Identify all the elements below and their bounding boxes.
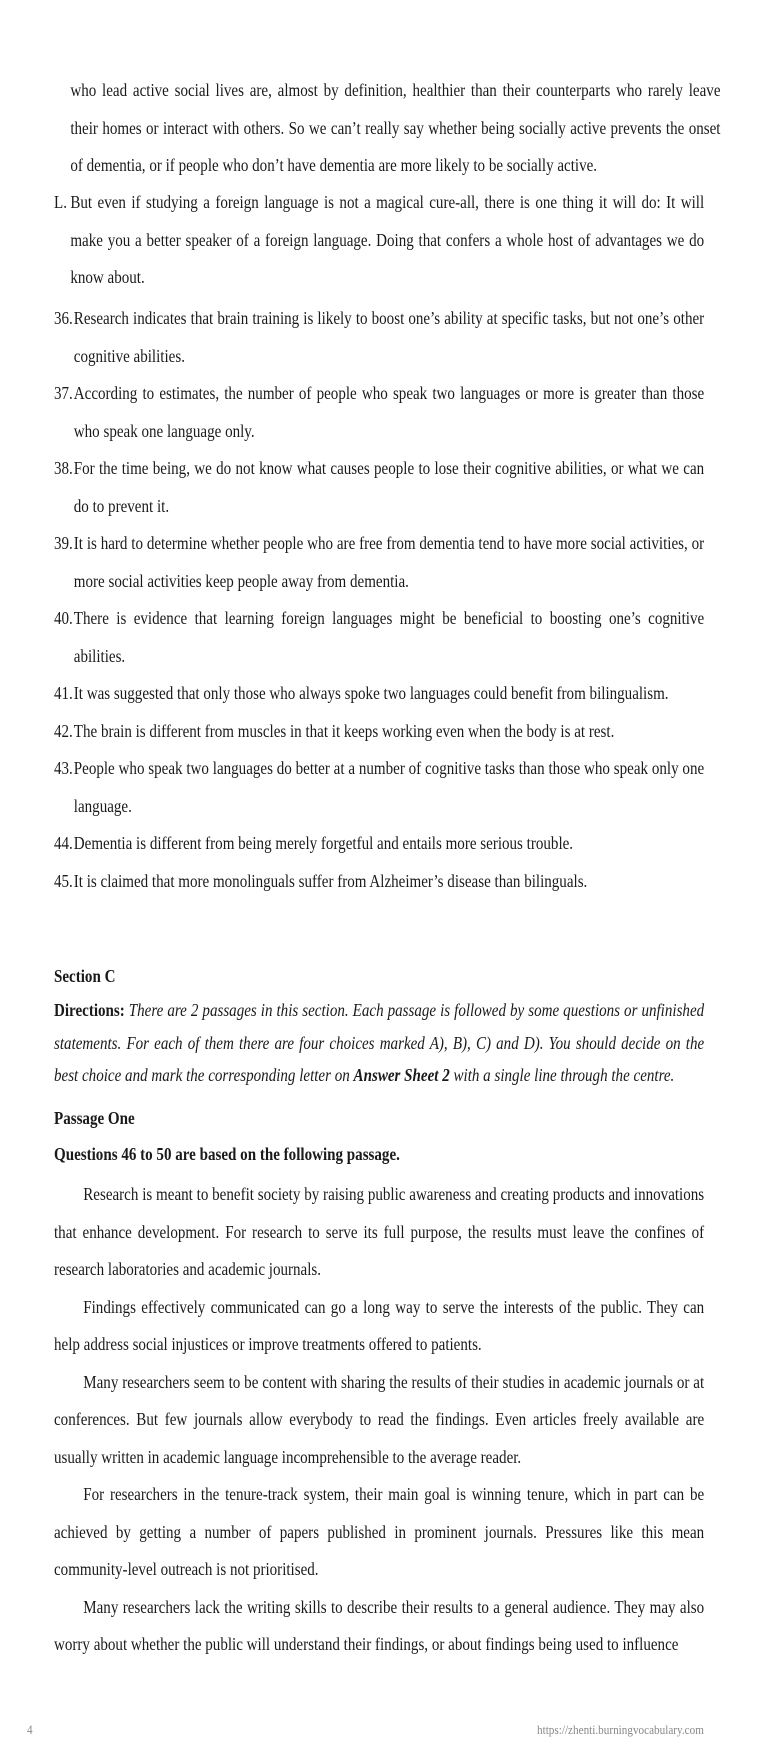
- continuation-paragraph: [54, 72, 721, 185]
- directions: [54, 994, 704, 1092]
- statement-number: 41.: [54, 683, 73, 703]
- directions-text-2: with a single line through the centre.: [449, 1065, 675, 1085]
- statement-item: [54, 300, 704, 375]
- statement-text: For the time being, we do not know what causes people to lose their cognitive abilities, or what we can do to prevent it.: [73, 458, 705, 516]
- statement-text: People who speak two languages do better at a number of cognitive tasks than those who speak only one language.: [73, 758, 705, 816]
- statements-list: [54, 300, 704, 900]
- statement-text: Research indicates that brain training is likely to boost one’s ability at specific tasks, but not one’s other cognitive abilities.: [73, 308, 705, 366]
- statement-number: 44.: [54, 833, 73, 853]
- statement-item: [54, 750, 704, 825]
- statement-number: 40.: [54, 608, 73, 628]
- section-title: Section C: [54, 966, 116, 986]
- page-number: 4: [27, 1722, 33, 1737]
- statement-item: [54, 825, 704, 863]
- statement-item: [54, 375, 704, 450]
- statement-text: The brain is different from muscles in that it keeps working even when the body is at rest.: [73, 720, 615, 741]
- statement-item: [54, 450, 704, 525]
- passage-title: Passage One: [54, 1108, 135, 1128]
- paragraph-l: [54, 184, 704, 297]
- footer-url[interactable]: https://zhenti.burningvocabulary.com: [537, 1722, 704, 1737]
- passage-body: [54, 1176, 704, 1664]
- continuation-text: who lead active social lives are, almost by definition, healthier than their counterparts who rarely leave their homes or interact with others. So we can’t really say whether being socially active prevents the onset of dementia, or if people who don’t have dementia are more likely to be socially active.: [70, 80, 721, 175]
- statement-number: 43.: [54, 758, 73, 778]
- passage-paragraph: Many researchers seem to be content with sharing the results of their studies in academic journals or at conferences. But few journals allow everybody to read the findings. Even articles freely available are usually written in academic language incomprehensible to the average reader.: [54, 1371, 705, 1467]
- statement-item: [54, 600, 704, 675]
- directions-block: [54, 994, 704, 1092]
- passage-paragraph: Many researchers lack the writing skills to describe their results to a general audience. They may also worry about whether the public will understand their findings, or about findings being used to influence: [54, 1596, 705, 1654]
- directions-label: Directions:: [54, 1000, 125, 1020]
- questions-heading-block: [54, 1136, 704, 1172]
- passage-heading-block: [54, 1100, 704, 1136]
- directions-text-1: There are 2 passages in this section. Each passage is followed by some questions or unfinished statements. For each of them there are four choices marked A), B), C) and D). You should decide on the best choice and mark the corresponding letter on: [54, 1000, 705, 1085]
- statement-number: 36.: [54, 308, 73, 328]
- passage-paragraph: Findings effectively communicated can go a long way to serve the interests of the public. They can help address social injustices or improve treatments offered to patients.: [54, 1296, 705, 1354]
- section-c: [54, 958, 704, 994]
- statement-text: Dementia is different from being merely forgetful and entails more serious trouble.: [73, 833, 574, 853]
- statement-text: It was suggested that only those who always spoke two languages could benefit from bilingualism.: [73, 683, 669, 703]
- statement-item: [54, 863, 704, 901]
- directions-answer-sheet: Answer Sheet 2: [353, 1065, 450, 1085]
- statement-item: [54, 675, 704, 713]
- statement-number: 37.: [54, 383, 73, 403]
- questions-heading: Questions 46 to 50 are based on the following passage.: [54, 1144, 400, 1164]
- passage-paragraph: Research is meant to benefit society by raising public awareness and creating products and innovations that enhance development. For research to serve its full purpose, the results must leave the confines of research laboratories and academic journals.: [54, 1184, 705, 1279]
- statement-number: 39.: [54, 533, 73, 553]
- paragraph-text: But even if studying a foreign language is not a magical cure-all, there is one thing it will do: It will make you a better speaker of a foreign language. Doing that confers a whole host of advantages we do know about.: [70, 192, 705, 287]
- statement-text: It is hard to determine whether people who are free from dementia tend to have more social activities, or more social activities keep people away from dementia.: [73, 533, 705, 591]
- statement-text: According to estimates, the number of people who speak two languages or more is greater than those who speak one language only.: [73, 383, 705, 441]
- statement-item: [54, 713, 704, 751]
- statement-item: [54, 525, 704, 600]
- statement-number: 42.: [54, 720, 73, 741]
- statement-number: 45.: [54, 870, 73, 891]
- statement-text: There is evidence that learning foreign languages might be beneficial to boosting one’s cognitive abilities.: [73, 608, 705, 666]
- statement-number: 38.: [54, 458, 73, 478]
- paragraph-label: L.: [54, 192, 67, 212]
- passage-paragraph: For researchers in the tenure-track system, their main goal is winning tenure, which in part can be achieved by getting a number of papers published in prominent journals. Pressures like this mean community-level outreach is not prioritised.: [54, 1484, 705, 1579]
- statement-text: It is claimed that more monolinguals suffer from Alzheimer’s disease than bilinguals.: [73, 870, 588, 891]
